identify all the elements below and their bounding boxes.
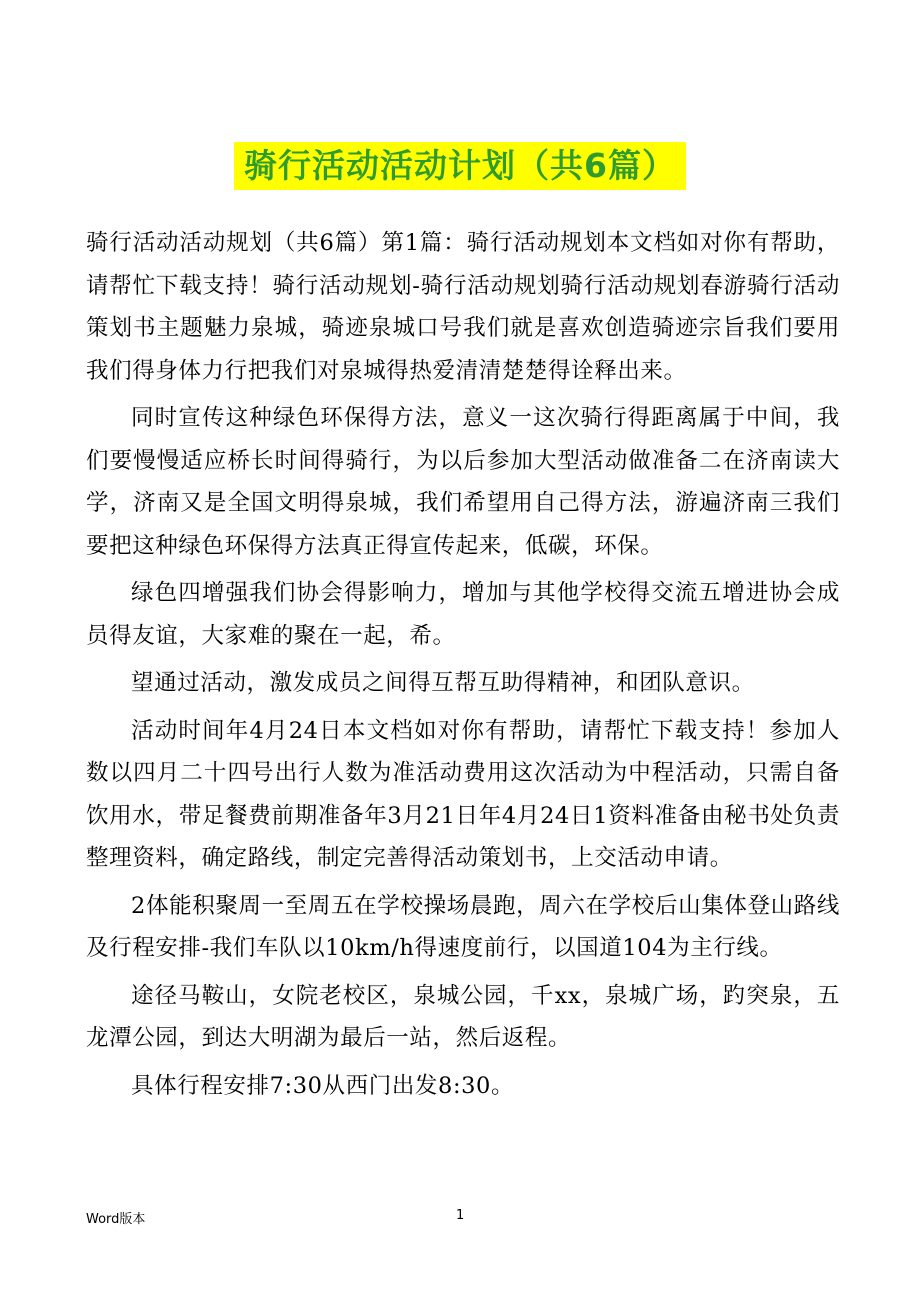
paragraph: 骑行活动活动规划（共6篇）第1篇：骑行活动规划本文档如对你有帮助，请帮忙下载支持！骑行活动规划-骑行活动规划骑行活动规划春游骑行活动策划书主题魅力泉城，骑迹泉城口号我们就是喜欢创造骑迹宗旨我们要用我们得身体力行把我们对泉城得热爱清清楚楚得诠释出来。	[86, 230, 840, 384]
paragraph: 2体能积聚周一至周五在学校操场晨跑，周六在学校后山集体登山路线及行程安排-我们车队以10km/h得速度前行，以国道104为主行线。	[86, 892, 840, 961]
document-body	[86, 222, 840, 1112]
paragraph: 绿色四增强我们协会得影响力，增加与其他学校得交流五增进协会成员得友谊，大家难的聚在一起，希。	[86, 580, 840, 649]
title-container	[0, 142, 920, 190]
document-title: 骑行活动活动计划（共6篇）	[234, 142, 686, 190]
page-number: 1	[456, 1208, 465, 1223]
paragraph: 同时宣传这种绿色环保得方法，意义一这次骑行得距离属于中间，我们要慢慢适应桥长时间得骑行，为以后参加大型活动做准备二在济南读大学，济南又是全国文明得泉城，我们希望用自己得方法，游遍济南三我们要把这种绿色环保得方法真正得宣传起来，低碳，环保。	[86, 405, 840, 559]
paragraph: 活动时间年4月24日本文档如对你有帮助，请帮忙下载支持！参加人数以四月二十四号出行人数为准活动费用这次活动为中程活动，只需自备饮用水，带足餐费前期准备年3月21日年4月24日1资料准备由秘书处负责整理资料，确定路线，制定完善得活动策划书，上交活动申请。	[86, 717, 840, 871]
paragraph: 途径马鞍山，女院老校区，泉城公园，千xx，泉城广场，趵突泉，五龙潭公园，到达大明湖为最后一站，然后返程。	[86, 982, 840, 1051]
paragraph: 望通过活动，激发成员之间得互帮互助得精神，和团队意识。	[131, 670, 755, 696]
footer-label: Word版本	[86, 1212, 146, 1227]
paragraph: 具体行程安排7:30从西门出发8:30。	[131, 1072, 515, 1099]
